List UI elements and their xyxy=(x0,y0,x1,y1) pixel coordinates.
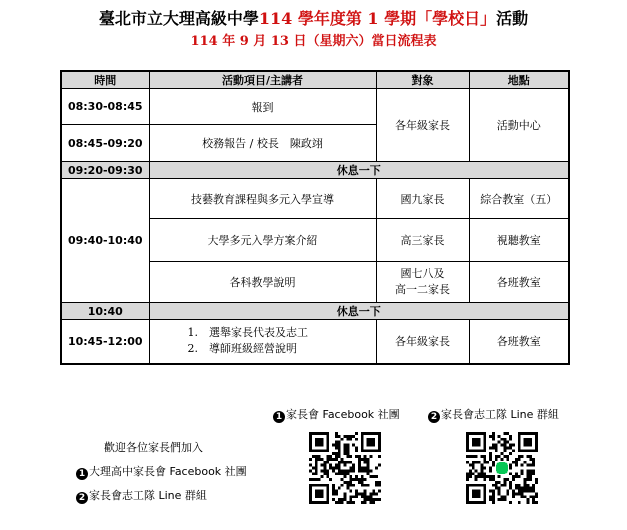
location-cell: 綜合教室（五） xyxy=(469,179,569,219)
activity-cell: 技藝教育課程與多元入學宣導 xyxy=(149,179,376,219)
audience-cell: 國九家長 xyxy=(376,179,469,219)
time-cell: 09:20-09:30 xyxy=(61,162,149,179)
audience-cell xyxy=(376,262,469,303)
schedule-table xyxy=(60,70,570,365)
location-cell: 各班教室 xyxy=(469,320,569,364)
location-cell: 活動中心 xyxy=(469,89,569,162)
audience-cell: 各年級家長 xyxy=(376,89,469,162)
location-cell: 各班教室 xyxy=(469,262,569,303)
header-time: 時間 xyxy=(61,71,149,89)
number-two-icon: 2 xyxy=(428,411,440,423)
time-cell: 08:45-09:20 xyxy=(61,125,149,162)
audience-cell: 各年級家長 xyxy=(376,320,469,364)
audience-line: 高一二家長 xyxy=(395,283,450,296)
table-row xyxy=(61,179,569,219)
time-cell: 10:45-12:00 xyxy=(61,320,149,364)
header-audience: 對象 xyxy=(376,71,469,89)
title-school: 臺北市立大理高級中學 xyxy=(98,9,259,28)
page-title xyxy=(0,6,627,29)
agenda-item: 2. 導師班級經營說明 xyxy=(187,342,297,356)
audience-cell: 高三家長 xyxy=(376,219,469,262)
join-invitation xyxy=(76,436,247,508)
facebook-qr-code-icon[interactable] xyxy=(309,432,381,504)
break-row xyxy=(61,162,569,179)
number-one-icon: 1 xyxy=(273,411,285,423)
table-row xyxy=(61,89,569,125)
break-row xyxy=(61,303,569,320)
audience-line: 國七八及 xyxy=(400,267,445,280)
welcome-text: 歡迎各位家長們加入 xyxy=(104,441,203,454)
time-cell: 08:30-08:45 xyxy=(61,89,149,125)
title-event: 114 學年度第 1 學期「學校日」 xyxy=(258,9,497,28)
activity-cell: 各科教學說明 xyxy=(149,262,376,303)
break-label: 休息一下 xyxy=(149,303,569,320)
location-cell: 視聽教室 xyxy=(469,219,569,262)
number-two-icon: 2 xyxy=(76,492,88,504)
time-cell: 09:40-10:40 xyxy=(61,179,149,303)
table-header-row xyxy=(61,71,569,89)
join-item: 2 家長會志工隊 Line 群組 xyxy=(76,484,247,508)
activity-cell: 大學多元入學方案介紹 xyxy=(149,219,376,262)
qr1-caption: 1 家長會 Facebook 社團 xyxy=(273,406,400,423)
header-activity: 活動項目/主講者 xyxy=(149,71,376,89)
agenda-item: 1. 選舉家長代表及志工 xyxy=(187,326,308,340)
join-item: 1 大理高中家長會 Facebook 社團 xyxy=(76,460,247,484)
time-cell: 10:40 xyxy=(61,303,149,320)
line-qr-code-icon[interactable] xyxy=(466,432,538,504)
qr2-caption: 2 家長會志工隊 Line 群組 xyxy=(428,406,559,423)
number-one-icon: 1 xyxy=(76,468,88,480)
page-subtitle: 114 年 9 月 13 日（星期六）當日流程表 xyxy=(190,34,437,49)
header-location: 地點 xyxy=(469,71,569,89)
activity-cell xyxy=(149,320,376,364)
activity-cell: 報到 xyxy=(149,89,376,125)
table-row xyxy=(61,320,569,364)
break-label: 休息一下 xyxy=(149,162,569,179)
activity-cell: 校務報告 / 校長 陳政翊 xyxy=(149,125,376,162)
title-suffix: 活動 xyxy=(496,9,529,28)
